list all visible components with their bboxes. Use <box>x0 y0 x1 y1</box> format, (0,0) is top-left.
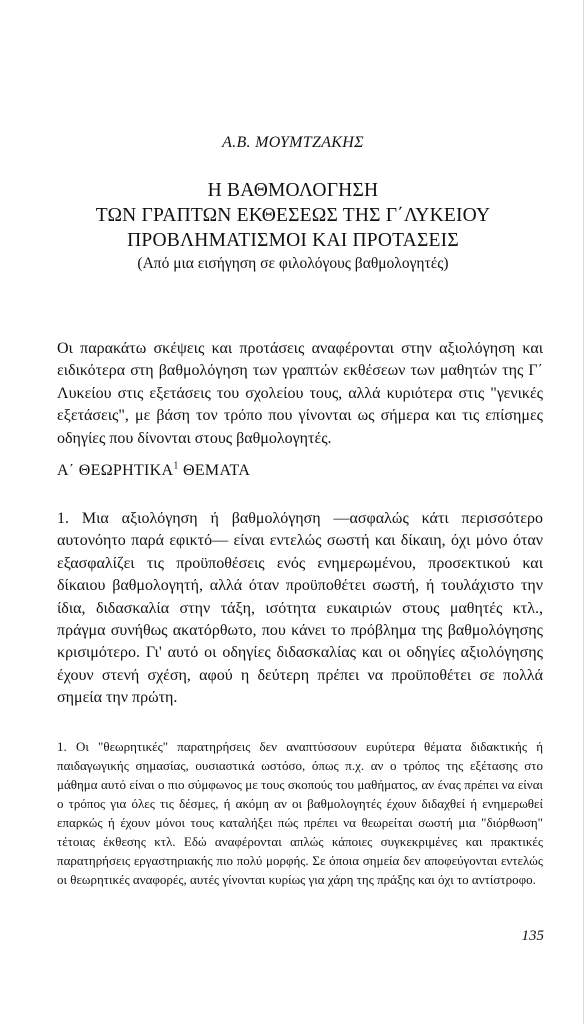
footnote <box>57 737 543 889</box>
title-line-1: Η ΒΑΘΜΟΛΟΓΗΣΗ <box>207 180 379 201</box>
paragraph-1 <box>57 508 543 710</box>
intro-paragraph: Οι παρακάτω σκέψεις και προτάσεις αναφέρονται στην αξιολόγηση και ειδικότερα στη βαθμολόγηση των γραπτών εκθέσεων των μαθητών της Γ΄ Λυκείου στις εξετάσεις του σχολείου τους, αλλά κυριότερα στις "γενικές εξετάσεις", με βάση τον τρόπο που γίνονται ως σήμερα και τις επίσημες οδηγίες που δίνονται στους βαθμολογητές. <box>57 340 543 447</box>
footnote-reference: 1 <box>173 460 179 472</box>
title-line-2: ΤΩΝ ΓΡΑΠΤΩΝ ΕΚΘΕΣΕΩΣ ΤΗΣ Γ΄ΛΥΚΕΙΟΥ <box>95 205 491 226</box>
article-subtitle: (Από μια εισήγηση σε φιλολόγους βαθμολογητές) <box>137 255 449 272</box>
author-name: Α.Β. ΜΟΥΜΤΖΑΚΗΣ <box>222 134 364 151</box>
paragraph-1-text: 1. Μια αξιολόγηση ή βαθμολόγηση —ασφαλώς κάτι περισσότερο αυτονόητο παρά εφικτό— είναι εντελώς σωστή και δίκαιη, όχι μόνο όταν εξασφαλίζει τις προϋποθέσεις ενός ενημερωμένου, προσεκτικού και δίκαιου βαθμολογητή, αλλά όταν προϋποθέτει σωστή, ή τουλάχιστο την ίδια, διδασκαλία στην τάξη, ισότητα ευκαιριών στους μαθητές κτλ., πράγμα συνήθως ακατόρθωτο, που κάνει το πρόβλημα της βαθμολόγησης κρισιμότερο. Γι' αυτό οι οδηγίες διδασκαλίας και οι οδηγίες αξιολόγησης έχουν στενή σχέση, αφού η δεύτερη πρέπει να προϋποθέτει σε πολλά σημεία την πρώτη. <box>57 510 543 707</box>
section-heading <box>57 462 250 480</box>
section-heading-text: Α΄ ΘΕΩΡΗΤΙΚΑ <box>57 462 174 479</box>
page-number: 135 <box>521 928 544 944</box>
section-heading-text-end: ΘΕΜΑΤΑ <box>178 462 251 479</box>
title-line-3: ΠΡΟΒΛΗΜΑΤΙΣΜΟΙ ΚΑΙ ΠΡΟΤΑΣΕΙΣ <box>127 230 459 251</box>
page-edge-line <box>583 0 584 1024</box>
article-title-block <box>0 178 586 275</box>
footnote-text: 1. Οι "θεωρητικές" παρατηρήσεις δεν αναπτύσσουν ευρύτερα θέματα διδακτικής ή παιδαγωγικής σημασίας, ουσιαστικά ωστόσο, όπως π.χ. αν ο τρόπος της εξέτασης στο μάθημα αυτό είναι ο πιο σύμφωνος με τους σκοπούς του μαθήματος, αν ένας πρέπει να είναι ο τρόπος για όλες τις δέσμες, ή ακόμη αν οι βαθμολογητές έχουν διδαχθεί ή ενημερωθεί επαρκώς ή έχουν μόνοι τους καταλήξει πώς πρέπει να θεωρείται σωστή μια "διόρθωση" τέτοιας έκθεσης κτλ. Εδώ αναφέρονται απλώς κάποιες συγκεκριμένες και πρακτικές παρατηρήσεις εργαστηριακής πιο πολύ μορφής. Σε όποια σημεία δεν αποφεύγονται εντελώς οι θεωρητικές αναφορές, αυτές γίνονται κυρίως για χάρη της πράξης και όχι το αντίστροφο. <box>57 739 543 887</box>
